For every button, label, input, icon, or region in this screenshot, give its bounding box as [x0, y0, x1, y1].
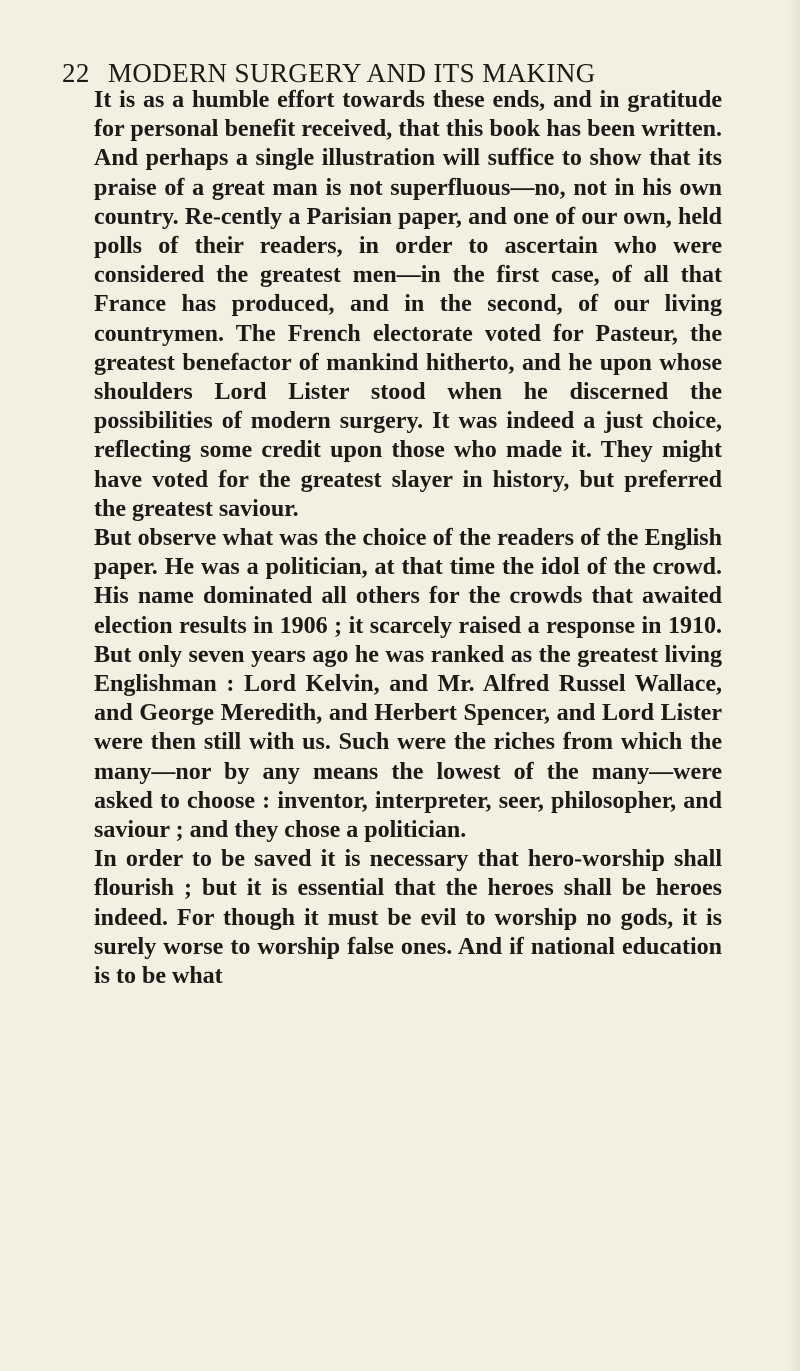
running-header	[62, 58, 722, 89]
paragraph-1: It is as a humble effort towards these ends, and in gratitude for personal benefit received, that this book has been written. And perhaps a single illustration will suffice to show that its praise of a great man is not superfluous—no, not in his own country. Re-cently a Parisian paper, and one of our own, held polls of their readers, in order to ascertain who were considered the greatest men—in the first case, of all that France has produced, and in the second, of our living countrymen. The French electorate voted for Pasteur, the greatest benefactor of mankind hitherto, and he upon whose shoulders Lord Lister stood when he discerned the possibilities of modern surgery. It was indeed a just choice, reflecting some credit upon those who made it. They might have voted for the greatest slayer in history, but preferred the greatest saviour.	[94, 87, 722, 522]
page-edge-shadow	[786, 0, 800, 1371]
paragraph-2: But observe what was the choice of the readers of the English paper. He was a politician, at that time the idol of the crowd. His name dominated all others for the crowds that awaited election results in 1906 ; it scarcely raised a response in 1910. But only seven years ago he was ranked as the greatest living Englishman : Lord Kelvin, and Mr. Alfred Russel Wallace, and George Meredith, and Herbert Spencer, and Lord Lister were then still with us. Such were the riches from which the many—nor by any means the lowest of the many—were asked to choose : inventor, interpreter, seer, philosopher, and saviour ; and they chose a politician.	[94, 525, 722, 844]
paragraph-3: In order to be saved it is necessary that hero-worship shall flourish ; but it is essential that the heroes shall be heroes indeed. For though it must be evil to worship no gods, it is surely worse to worship false ones. And if national education is to be what	[94, 846, 722, 990]
page-number: 22	[62, 58, 90, 88]
running-title: MODERN SURGERY AND ITS MAKING	[108, 58, 596, 88]
body-text	[94, 86, 722, 991]
